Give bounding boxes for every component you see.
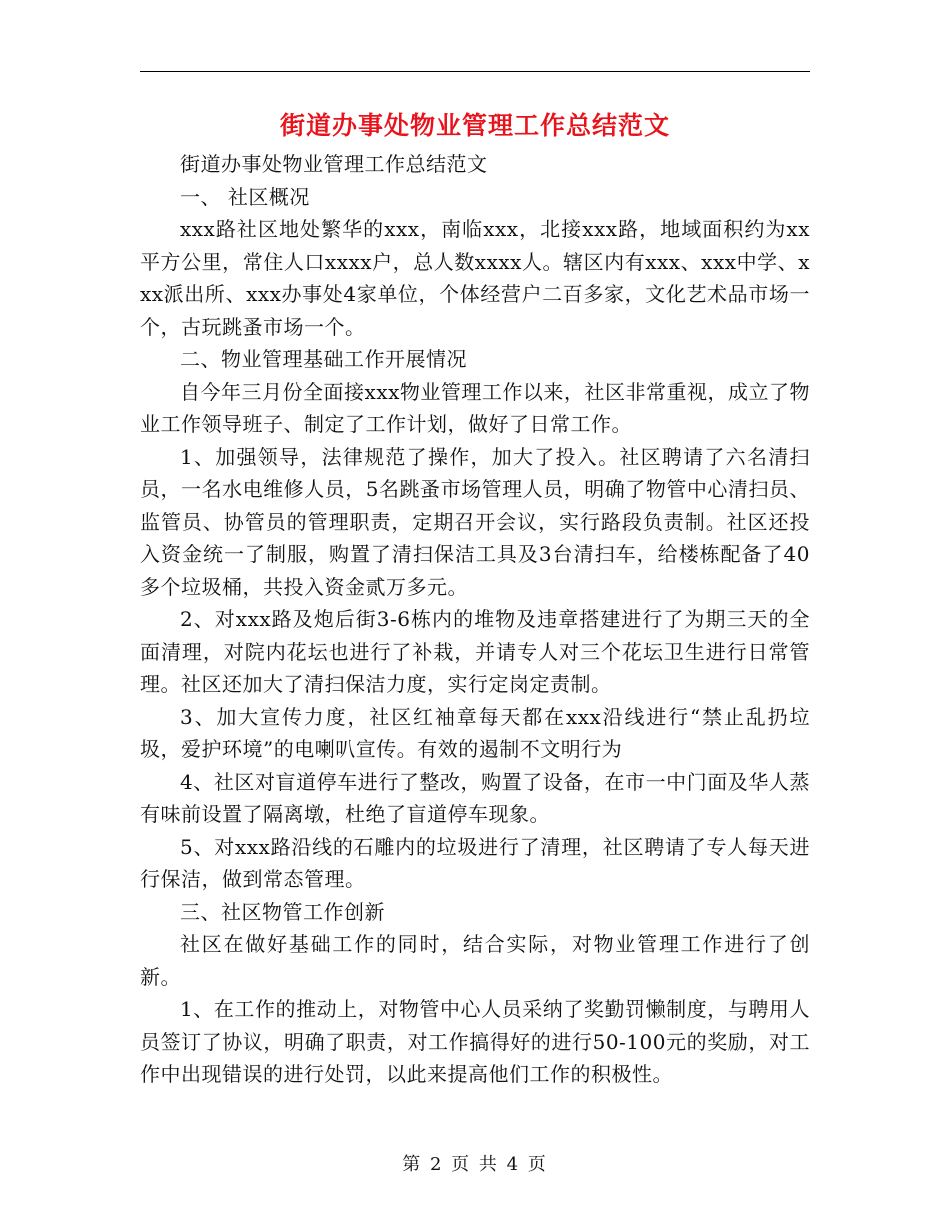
paragraph-innovation-intro: 社区在做好基础工作的同时，结合实际，对物业管理工作进行了创新。	[140, 932, 810, 989]
section-heading-overview: 一、 社区概况	[180, 184, 310, 209]
paragraph-item-1: 1、加强领导，法律规范了操作，加大了投入。社区聘请了六名清扫员，一名水电维修人员，5名跳蚤市场管理人员，明确了物管中心清扫员、监管员、协管员的管理职责，定期召开会议，实行路段负责制。社区还投入资金统一了制服，购置了清扫保洁工具及3台清扫车，给楼栋配备了40多个垃圾桶，共投入资金贰万多元。	[140, 444, 810, 599]
paragraph-item-5: 5、对xxx路沿线的石雕内的垃圾进行了清理，社区聘请了专人每天进行保洁，做到常态管理。	[140, 834, 810, 891]
paragraph-item-2: 2、对xxx路及炮后街3-6栋内的堆物及违章搭建进行了为期三天的全面清理，对院内花坛也进行了补栽，并请专人对三个花坛卫生进行日常管理。社区还加大了清扫保洁力度，实行定岗定责制。	[140, 607, 810, 696]
section-heading-basic-work: 二、物业管理基础工作开展情况	[180, 347, 467, 371]
document-body	[140, 148, 810, 1091]
section-heading-innovation: 三、社区物管工作创新	[180, 899, 385, 924]
paragraph-heading-repeat: 街道办事处物业管理工作总结范文	[180, 152, 488, 176]
document-title: 街道办事处物业管理工作总结范文	[279, 111, 670, 140]
paragraph-item-3: 3、加大宣传力度，社区红袖章每天都在xxx沿线进行“禁止乱扔垃圾，爱护环境”的电喇叭宣传。有效的遏制不文明行为	[140, 704, 810, 761]
page-number-footer: 第 2 页 共 4 页	[402, 1154, 548, 1175]
paragraph-overview: xxx路社区地处繁华的xxx，南临xxx，北接xxx路，地域面积约为xx平方公里，常住人口xxxx户，总人数xxxx人。辖区内有xxx、xxx中学、xxx派出所、xxx办事处4家单位，个体经营户二百多家，文化艺术品市场一个，古玩跳蚤市场一个。	[140, 217, 810, 339]
paragraph-item-4: 4、社区对盲道停车进行了整改，购置了设备，在市一中门面及华人蒸有味前设置了隔离墩，杜绝了盲道停车现象。	[140, 769, 810, 826]
paragraph-innovation-item-1: 1、在工作的推动上，对物管中心人员采纳了奖勤罚懒制度，与聘用人员签订了协议，明确了职责，对工作搞得好的进行50-100元的奖励，对工作中出现错误的进行处罚，以此来提高他们工作的积极性。	[140, 997, 810, 1086]
paragraph-basic-work-intro: 自今年三月份全面接xxx物业管理工作以来，社区非常重视，成立了物业工作领导班子、制定了工作计划，做好了日常工作。	[140, 379, 810, 436]
header-rule	[140, 71, 810, 72]
